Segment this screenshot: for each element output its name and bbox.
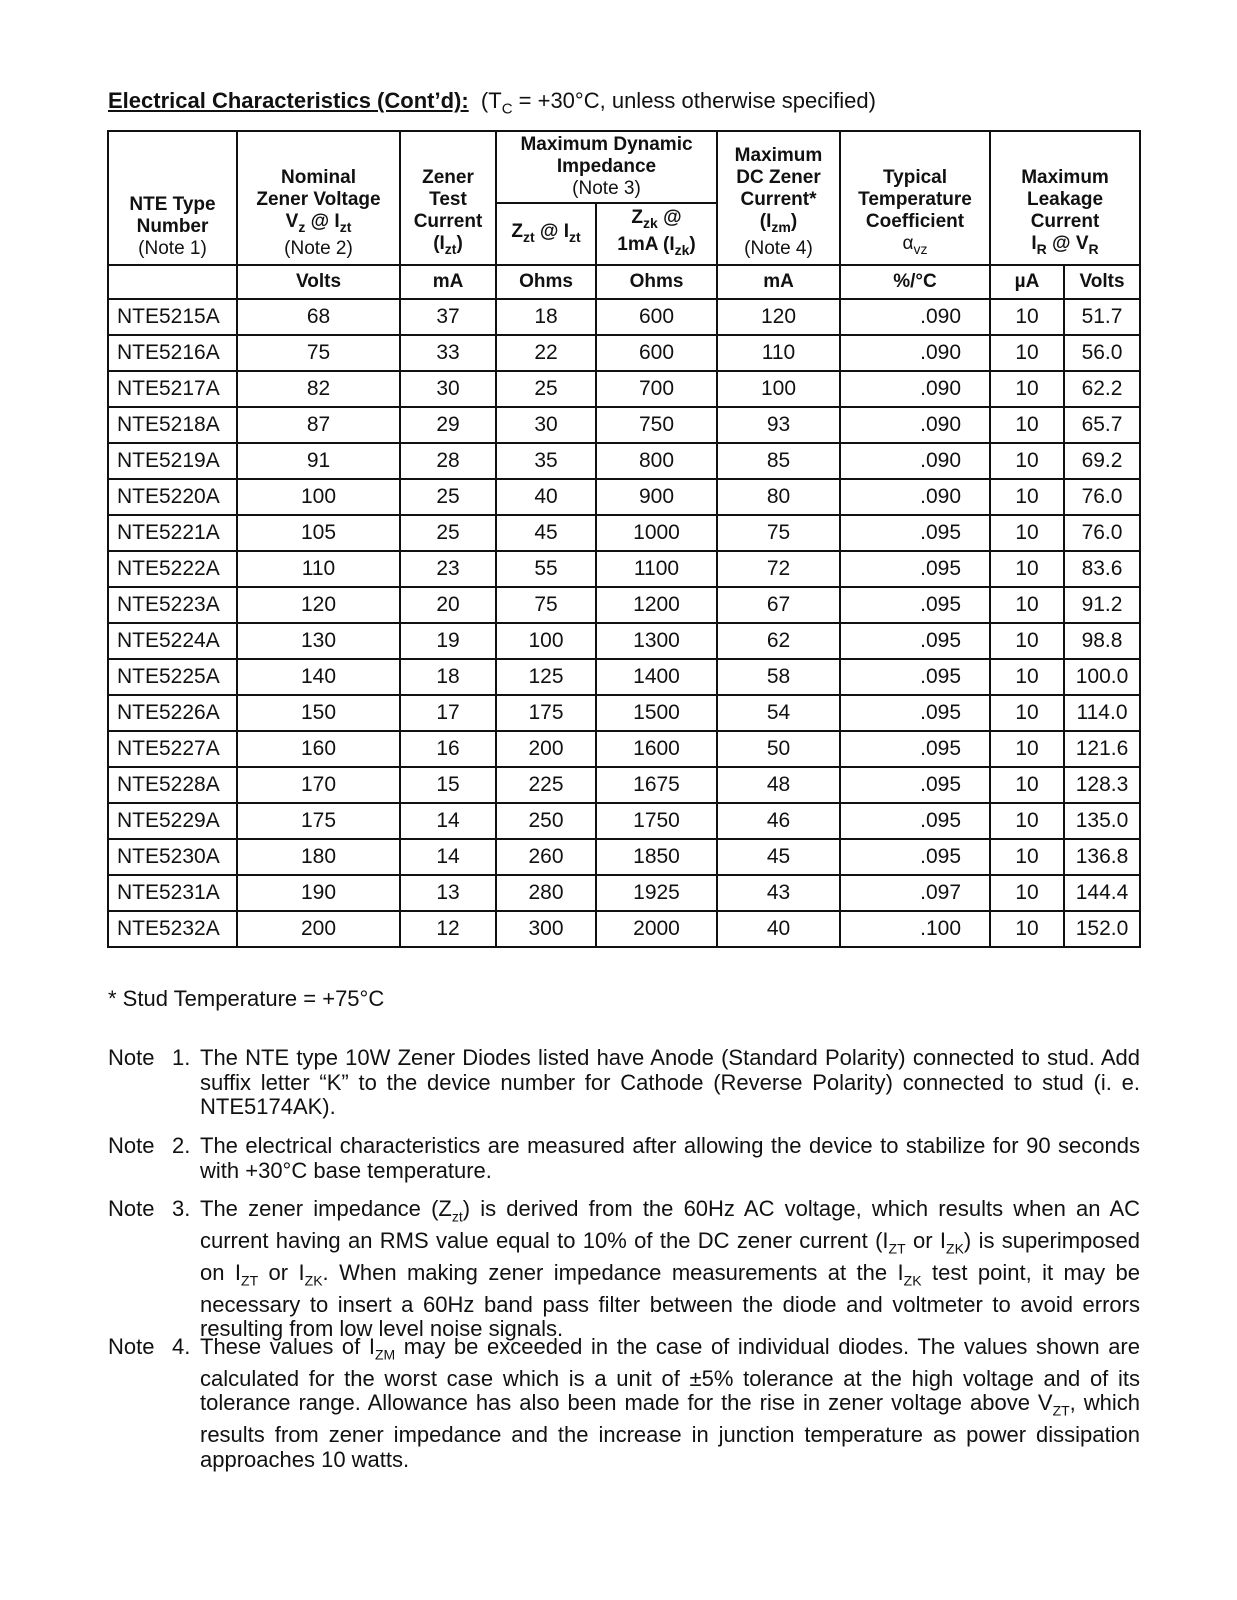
table-row <box>108 407 1140 443</box>
cell-zzk: 1000 <box>596 515 717 551</box>
cell-nominal-voltage: 68 <box>237 299 400 335</box>
table-row <box>108 515 1140 551</box>
unit-izm: mA <box>717 265 840 299</box>
cell-type-number: NTE5220A <box>108 479 237 515</box>
cell-zzt: 35 <box>496 443 596 479</box>
cell-test-current: 14 <box>400 803 496 839</box>
cell-type-number: NTE5215A <box>108 299 237 335</box>
cell-dc-zener-current: 40 <box>717 911 840 947</box>
unit-vz: Volts <box>237 265 400 299</box>
cell-zzt: 40 <box>496 479 596 515</box>
cell-zzt: 25 <box>496 371 596 407</box>
cell-zzk: 1675 <box>596 767 717 803</box>
note-4 <box>108 1335 1140 1472</box>
cell-leakage-ir: 10 <box>990 479 1064 515</box>
cell-dc-zener-current: 45 <box>717 839 840 875</box>
cell-type-number: NTE5232A <box>108 911 237 947</box>
cell-test-current: 17 <box>400 695 496 731</box>
cell-zzk: 600 <box>596 335 717 371</box>
table-row <box>108 299 1140 335</box>
cell-zzk: 2000 <box>596 911 717 947</box>
cell-dc-zener-current: 67 <box>717 587 840 623</box>
cell-test-current: 13 <box>400 875 496 911</box>
table-row <box>108 335 1140 371</box>
table-row <box>108 875 1140 911</box>
cell-type-number: NTE5224A <box>108 623 237 659</box>
cell-zzt: 22 <box>496 335 596 371</box>
cell-nominal-voltage: 180 <box>237 839 400 875</box>
table-row <box>108 911 1140 947</box>
note-1 <box>108 1046 1140 1120</box>
cell-zzk: 750 <box>596 407 717 443</box>
cell-zzk: 700 <box>596 371 717 407</box>
cell-temp-coefficient: .095 <box>840 695 990 731</box>
cell-zzk: 1100 <box>596 551 717 587</box>
cell-type-number: NTE5217A <box>108 371 237 407</box>
cell-leakage-ir: 10 <box>990 659 1064 695</box>
cell-type-number: NTE5221A <box>108 515 237 551</box>
cell-temp-coefficient: .095 <box>840 767 990 803</box>
cell-leakage-vr: 144.4 <box>1064 875 1140 911</box>
cell-leakage-ir: 10 <box>990 695 1064 731</box>
cell-leakage-ir: 10 <box>990 443 1064 479</box>
cell-test-current: 29 <box>400 407 496 443</box>
cell-zzt: 30 <box>496 407 596 443</box>
cell-type-number: NTE5229A <box>108 803 237 839</box>
cell-temp-coefficient: .100 <box>840 911 990 947</box>
cell-zzt: 75 <box>496 587 596 623</box>
cell-test-current: 12 <box>400 911 496 947</box>
cell-nominal-voltage: 110 <box>237 551 400 587</box>
cell-temp-coefficient: .090 <box>840 443 990 479</box>
table-row <box>108 623 1140 659</box>
unit-zzt: Ohms <box>496 265 596 299</box>
cell-dc-zener-current: 50 <box>717 731 840 767</box>
cell-zzt: 225 <box>496 767 596 803</box>
cell-dc-zener-current: 93 <box>717 407 840 443</box>
cell-leakage-vr: 135.0 <box>1064 803 1140 839</box>
table-row <box>108 731 1140 767</box>
table-body <box>108 299 1140 947</box>
note-3-number: 3. <box>172 1196 191 1221</box>
cell-temp-coefficient: .095 <box>840 515 990 551</box>
cell-nominal-voltage: 175 <box>237 803 400 839</box>
cell-dc-zener-current: 100 <box>717 371 840 407</box>
cell-zzt: 300 <box>496 911 596 947</box>
table-row <box>108 659 1140 695</box>
unit-zzk: Ohms <box>596 265 717 299</box>
cell-dc-zener-current: 120 <box>717 299 840 335</box>
cell-zzk: 1850 <box>596 839 717 875</box>
cell-temp-coefficient: .090 <box>840 371 990 407</box>
header-temperature-coefficient: Typical Temperature Coefficient $\alpha_{vz}$ <box>840 131 990 265</box>
cell-leakage-ir: 10 <box>990 875 1064 911</box>
cell-nominal-voltage: 75 <box>237 335 400 371</box>
cell-zzt: 45 <box>496 515 596 551</box>
cell-test-current: 25 <box>400 479 496 515</box>
unit-izt: mA <box>400 265 496 299</box>
cell-dc-zener-current: 80 <box>717 479 840 515</box>
note-3-label: Note <box>108 1196 155 1221</box>
cell-leakage-vr: 65.7 <box>1064 407 1140 443</box>
cell-zzk: 1925 <box>596 875 717 911</box>
cell-temp-coefficient: .095 <box>840 803 990 839</box>
cell-nominal-voltage: 87 <box>237 407 400 443</box>
cell-leakage-vr: 76.0 <box>1064 479 1140 515</box>
cell-dc-zener-current: 62 <box>717 623 840 659</box>
cell-type-number: NTE5230A <box>108 839 237 875</box>
cell-leakage-ir: 10 <box>990 731 1064 767</box>
cell-leakage-vr: 76.0 <box>1064 515 1140 551</box>
cell-zzt: 100 <box>496 623 596 659</box>
cell-type-number: NTE5223A <box>108 587 237 623</box>
cell-leakage-vr: 69.2 <box>1064 443 1140 479</box>
cell-leakage-ir: 10 <box>990 299 1064 335</box>
cell-nominal-voltage: 91 <box>237 443 400 479</box>
cell-zzk: 1200 <box>596 587 717 623</box>
header-type-number: NTE Type Number (Note 1) <box>108 131 237 265</box>
cell-zzt: 250 <box>496 803 596 839</box>
cell-zzk: 900 <box>596 479 717 515</box>
cell-leakage-vr: 51.7 <box>1064 299 1140 335</box>
cell-nominal-voltage: 200 <box>237 911 400 947</box>
note-4-label: Note <box>108 1334 155 1359</box>
note-4-number: 4. <box>172 1334 191 1359</box>
cell-leakage-ir: 10 <box>990 515 1064 551</box>
header-dc-zener-current: Maximum DC Zener Current* $(I_{zm})$ (Note 4) <box>717 131 840 265</box>
header-leakage-current: Maximum Leakage Current $I_R$ @ $V_R$ <box>990 131 1140 265</box>
table-row <box>108 371 1140 407</box>
section-title <box>108 88 876 117</box>
cell-zzt: 175 <box>496 695 596 731</box>
cell-zzk: 1500 <box>596 695 717 731</box>
note-1-text: The NTE type 10W Zener Diodes listed have Anode (Standard Polarity) connected to stud. Add suffix letter “K” to the device number for Cathode (Reverse Polarity) connected to stud (i. e. NTE5174AK). <box>200 1045 1140 1119</box>
header-nominal-voltage: Nominal Zener Voltage $V_z$ @ $I_{zt}$ (Note 2) <box>237 131 400 265</box>
cell-test-current: 19 <box>400 623 496 659</box>
cell-temp-coefficient: .090 <box>840 407 990 443</box>
table-row <box>108 803 1140 839</box>
cell-nominal-voltage: 82 <box>237 371 400 407</box>
cell-nominal-voltage: 160 <box>237 731 400 767</box>
note-2-label: Note <box>108 1133 155 1158</box>
cell-leakage-ir: 10 <box>990 839 1064 875</box>
cell-leakage-vr: 136.8 <box>1064 839 1140 875</box>
cell-nominal-voltage: 140 <box>237 659 400 695</box>
cell-dc-zener-current: 46 <box>717 803 840 839</box>
cell-leakage-vr: 62.2 <box>1064 371 1140 407</box>
unit-vr: Volts <box>1064 265 1140 299</box>
header-dynamic-impedance: Maximum Dynamic Impedance (Note 3) <box>496 131 717 203</box>
cell-dc-zener-current: 48 <box>717 767 840 803</box>
cell-nominal-voltage: 105 <box>237 515 400 551</box>
cell-type-number: NTE5228A <box>108 767 237 803</box>
cell-test-current: 30 <box>400 371 496 407</box>
cell-type-number: NTE5226A <box>108 695 237 731</box>
cell-test-current: 28 <box>400 443 496 479</box>
cell-test-current: 14 <box>400 839 496 875</box>
header-test-current: Zener Test Current $(I_{zt})$ <box>400 131 496 265</box>
note-4-text: These values of $I_{ZM}$ may be exceeded in the case of individual diodes. The values shown are calculated for the worst case which is a unit of ±5% tolerance at the high voltage and of its tolerance range. Allowance has also been made for the rise in zener voltage above $V_{ZT}$, which results from zener impedance and the increase in junction temperature as power dissipation approaches 10 watts. <box>200 1334 1140 1472</box>
note-2-number: 2. <box>172 1133 191 1158</box>
cell-nominal-voltage: 190 <box>237 875 400 911</box>
cell-nominal-voltage: 130 <box>237 623 400 659</box>
cell-temp-coefficient: .090 <box>840 479 990 515</box>
cell-leakage-vr: 91.2 <box>1064 587 1140 623</box>
cell-temp-coefficient: .095 <box>840 731 990 767</box>
table-row <box>108 443 1140 479</box>
cell-zzk: 1600 <box>596 731 717 767</box>
cell-leakage-vr: 98.8 <box>1064 623 1140 659</box>
cell-leakage-ir: 10 <box>990 911 1064 947</box>
cell-leakage-ir: 10 <box>990 335 1064 371</box>
cell-leakage-ir: 10 <box>990 623 1064 659</box>
stud-temperature-note: * Stud Temperature = +75°C <box>108 986 385 1011</box>
table-row <box>108 551 1140 587</box>
cell-dc-zener-current: 58 <box>717 659 840 695</box>
cell-dc-zener-current: 110 <box>717 335 840 371</box>
cell-type-number: NTE5225A <box>108 659 237 695</box>
unit-blank <box>108 265 237 299</box>
cell-zzt: 55 <box>496 551 596 587</box>
note-1-label: Note <box>108 1045 155 1070</box>
note-2 <box>108 1134 1140 1183</box>
cell-zzt: 280 <box>496 875 596 911</box>
cell-temp-coefficient: .095 <box>840 551 990 587</box>
table-row <box>108 587 1140 623</box>
cell-leakage-vr: 114.0 <box>1064 695 1140 731</box>
cell-test-current: 20 <box>400 587 496 623</box>
cell-leakage-vr: 56.0 <box>1064 335 1140 371</box>
cell-nominal-voltage: 150 <box>237 695 400 731</box>
cell-leakage-ir: 10 <box>990 371 1064 407</box>
cell-leakage-vr: 121.6 <box>1064 731 1140 767</box>
cell-zzk: 800 <box>596 443 717 479</box>
cell-test-current: 18 <box>400 659 496 695</box>
note-2-text: The electrical characteristics are measured after allowing the device to stabilize for 90 seconds with +30°C base temperature. <box>200 1133 1140 1183</box>
cell-dc-zener-current: 75 <box>717 515 840 551</box>
cell-zzk: 600 <box>596 299 717 335</box>
cell-leakage-vr: 100.0 <box>1064 659 1140 695</box>
cell-test-current: 37 <box>400 299 496 335</box>
cell-leakage-ir: 10 <box>990 587 1064 623</box>
cell-type-number: NTE5231A <box>108 875 237 911</box>
cell-test-current: 25 <box>400 515 496 551</box>
cell-dc-zener-current: 43 <box>717 875 840 911</box>
unit-ir: µA <box>990 265 1064 299</box>
cell-test-current: 23 <box>400 551 496 587</box>
cell-dc-zener-current: 72 <box>717 551 840 587</box>
cell-zzt: 18 <box>496 299 596 335</box>
cell-test-current: 15 <box>400 767 496 803</box>
cell-type-number: NTE5216A <box>108 335 237 371</box>
cell-nominal-voltage: 170 <box>237 767 400 803</box>
cell-test-current: 16 <box>400 731 496 767</box>
cell-dc-zener-current: 54 <box>717 695 840 731</box>
cell-temp-coefficient: .095 <box>840 659 990 695</box>
table-row <box>108 695 1140 731</box>
cell-temp-coefficient: .095 <box>840 623 990 659</box>
cell-zzt: 260 <box>496 839 596 875</box>
table-row <box>108 767 1140 803</box>
cell-type-number: NTE5218A <box>108 407 237 443</box>
cell-leakage-vr: 83.6 <box>1064 551 1140 587</box>
title-conditions: ($T_C = +30^\circ C$, unless otherwise specified) <box>480 88 876 118</box>
cell-type-number: NTE5219A <box>108 443 237 479</box>
electrical-characteristics-table <box>107 130 1141 948</box>
cell-nominal-voltage: 100 <box>237 479 400 515</box>
cell-zzt: 125 <box>496 659 596 695</box>
cell-zzt: 200 <box>496 731 596 767</box>
cell-leakage-vr: 152.0 <box>1064 911 1140 947</box>
cell-temp-coefficient: .090 <box>840 335 990 371</box>
cell-leakage-ir: 10 <box>990 767 1064 803</box>
cell-dc-zener-current: 85 <box>717 443 840 479</box>
cell-temp-coefficient: .097 <box>840 875 990 911</box>
cell-zzk: 1750 <box>596 803 717 839</box>
note-3 <box>108 1197 1140 1342</box>
cell-leakage-ir: 10 <box>990 551 1064 587</box>
cell-zzk: 1300 <box>596 623 717 659</box>
header-zzk: $Z_{zk}$ @ 1mA $(I_{zk})$ <box>596 203 717 265</box>
cell-temp-coefficient: .095 <box>840 587 990 623</box>
table-row <box>108 839 1140 875</box>
cell-leakage-vr: 128.3 <box>1064 767 1140 803</box>
unit-coef: %/°C <box>840 265 990 299</box>
cell-test-current: 33 <box>400 335 496 371</box>
cell-type-number: NTE5222A <box>108 551 237 587</box>
cell-nominal-voltage: 120 <box>237 587 400 623</box>
cell-temp-coefficient: .090 <box>840 299 990 335</box>
cell-type-number: NTE5227A <box>108 731 237 767</box>
note-3-text: The zener impedance $(Z_{zt})$ is derived from the 60Hz AC voltage, which results when an AC current having an RMS value equal to 10% of the DC zener current ($I_{ZT}$ or $I_{ZK}$) is superimposed on $I_{ZT}$ or $I_{ZK}$. When making zener impedance measurements at the $I_{ZK}$ test point, it may be necessary to insert a 60Hz band pass filter between the diode and voltmeter to avoid errors resulting from low level noise signals. <box>200 1196 1141 1342</box>
title-heading: Electrical Characteristics (Cont’d): <box>108 88 469 113</box>
cell-leakage-ir: 10 <box>990 407 1064 443</box>
note-1-number: 1. <box>172 1045 191 1070</box>
header-zzt: $Z_{zt}$ @ $I_{zt}$ <box>496 203 596 265</box>
table-row <box>108 479 1140 515</box>
cell-zzk: 1400 <box>596 659 717 695</box>
cell-leakage-ir: 10 <box>990 803 1064 839</box>
cell-temp-coefficient: .095 <box>840 839 990 875</box>
